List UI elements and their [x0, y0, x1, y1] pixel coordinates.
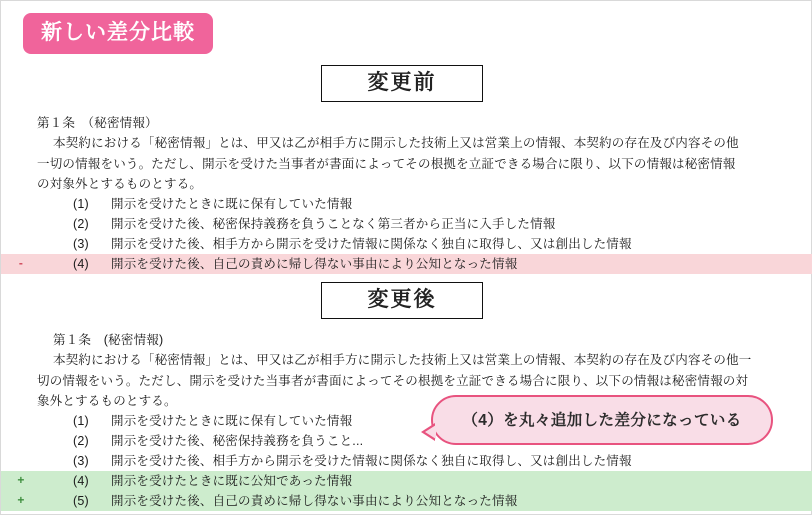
document-before [1, 113, 812, 274]
clause-paragraph-line: 切の情報をいう。ただし、開示を受けた当事者が書面によってその根拠を立証できる場合に限り、以下の情報は秘密情報の対 [37, 373, 749, 388]
clause-heading-after: 第１条 (秘密情報) [53, 333, 164, 347]
diff-plus-marker: + [17, 493, 25, 507]
list-item-text: 開示を受けた後、自己の責めに帰し得ない事由により公知となった情報 [111, 494, 518, 508]
diff-row-added [1, 471, 812, 491]
list-item-number: (5) [73, 494, 89, 508]
list-item-text: 開示を受けた後、自己の責めに帰し得ない事由により公知となった情報 [111, 257, 518, 271]
list-item-number: (1) [73, 414, 89, 428]
list-item-text: 開示を受けた後、秘密保持義務を負うことなく第三者から正当に入手した情報 [111, 217, 556, 231]
list-item-text: 開示を受けた後、秘密保持義務を負うこと... [111, 434, 364, 448]
annotation-callout [431, 395, 773, 445]
diff-minus-marker: - [18, 256, 24, 270]
diff-plus-marker: + [17, 473, 25, 487]
list-item [1, 214, 812, 234]
clause-paragraph-line: 本契約における「秘密情報」とは、甲又は乙が相手方に開示した技術上又は営業上の情報、本契約の存在及び内容その他一 [53, 353, 752, 368]
list-item-number: (2) [73, 217, 89, 231]
list-item-text: 開示を受けたときに既に公知であった情報 [111, 474, 353, 488]
clause-paragraph-line: 一切の情報をいう。ただし、開示を受けた当事者が書面によってその根拠を立証できる場合に限り、以下の情報は秘密情報 [37, 156, 736, 171]
section-heading-before: 変更前 [321, 65, 483, 102]
diff-row-deleted [1, 254, 812, 274]
clause-paragraph-line: 本契約における「秘密情報」とは、甲又は乙が相手方に開示した技術上又は営業上の情報、本契約の存在及び内容その他 [53, 136, 739, 151]
list-item-text: 開示を受けたときに既に保有していた情報 [111, 197, 353, 211]
new-diff-comparison-badge: 新しい差分比較 [23, 13, 213, 54]
list-item-text: 開示を受けた後、相手方から開示を受けた情報に関係なく独自に取得し、又は創出した情報 [111, 454, 632, 468]
list-item [1, 194, 812, 214]
list-item-number: (4) [73, 257, 89, 271]
list-item [1, 234, 812, 254]
list-item-number: (4) [73, 474, 89, 488]
callout-tail-inner-icon [425, 425, 436, 439]
list-item-number: (2) [73, 434, 89, 448]
clause-paragraph-line: の対象外とするものとする。 [37, 176, 203, 191]
list-item-text: 開示を受けた後、相手方から開示を受けた情報に関係なく独自に取得し、又は創出した情報 [111, 237, 632, 251]
list-item-text: 開示を受けたときに既に保有していた情報 [111, 414, 353, 428]
list-item-number: (1) [73, 197, 89, 211]
callout-text: （4）を丸々追加した差分になっている [462, 412, 742, 429]
list-item-number: (3) [73, 237, 89, 251]
clause-heading-before: 第１条 （秘密情報） [37, 116, 158, 130]
diff-row-added [1, 491, 812, 511]
list-item [1, 451, 812, 471]
section-heading-after: 変更後 [321, 282, 483, 319]
clause-paragraph-line: 象外とするものとする。 [37, 393, 177, 408]
list-item-number: (3) [73, 454, 89, 468]
